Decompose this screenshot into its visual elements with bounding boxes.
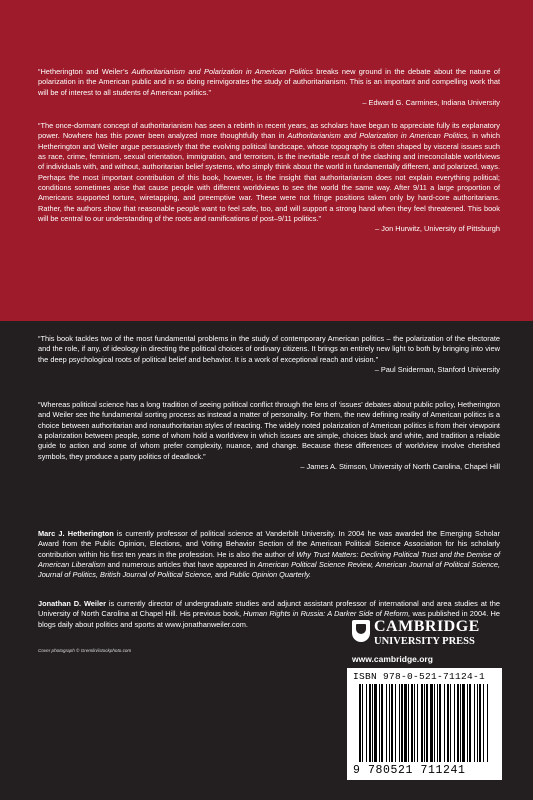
author-name: Jonathan D. Weiler [38,599,106,608]
author-name: Marc J. Hetherington [38,529,114,538]
blurb-attribution: – Jon Hurwitz, University of Pittsburgh [375,224,500,234]
blurb-hurwitz: “The once-dormant concept of authoritarianism has seen a rebirth in recent years, as scholars have begun to appreciate fully its explanatory power. Nowhere has this power been analyzed more thoughtfully than in Authoritarianism and Polarization in American Politics, in which Hetherington and Weiler argue persuasively that the evolving political landscape, whose topography is often shaped by visceral issues such as race, crime, feminism, sexual orientation, immigration, and terrorism, is the inevitable result of the clashing and irreconcilable worldviews of individuals with, and without, authoritarian belief systems, who simply think about the world in fundamentally different, and polarized, ways. Perhaps the most important contribution of this book, however, is the insight that authoritarianism does not explain everything political; conditions sometimes arise that cause people with different worldviews to see the world the same way. After 9/11 a large proportion of Americans supported torture, wiretapping, and preemptive war. These were not fringe positions taken only by hard-core authoritarians. Rather, the authors show that reasonable people want to feel safe, too, and will support a strong hand when they feel threatened. This book will be central to our understanding of the roots and ramifications of post–9/11 politics.” – Jon Hurwitz, University of Pittsburgh [38,121,500,234]
barcode-bars-icon [359,684,491,764]
barcode-digits: 9 780521 711241 [353,764,466,777]
blurb-attribution: – Edward G. Carmines, Indiana University [362,98,500,108]
isbn-barcode [347,668,502,780]
publisher-name: CAMBRIDGE [374,618,480,635]
publisher-subname: UNIVERSITY PRESS [374,636,475,647]
blurb-sniderman: “This book tackles two of the most fundamental problems in the study of contemporary American politics – the polarization of the electorate and the role, if any, of ideology in directing the political choices of ordinary citizens. It brings an entirely new light to both by bringing into view the deep psychological roots of political belief and behavior. It is a work of exceptional reach and vision.” – Paul Sniderman, Stanford University [38,334,500,375]
blurb-attribution: – James A. Stimson, University of North Carolina, Chapel Hill [300,462,500,472]
isbn-text: ISBN 978-0-521-71124-1 [353,671,486,682]
crest-icon [352,620,370,642]
bio-weiler: Jonathan D. Weiler is currently director of undergraduate studies and adjunct assistant professor of international and area studies at the University of North Carolina at Chapel Hill. His previous book, Human Rights in Russia: A Darker Side of Reform, was published in 2004. He blogs daily about politics and sports at www.jonathanweiler.com. [38,599,500,629]
blurb-stimson: “Whereas political science has a long tradition of seeing political conflict through the lens of ‘issues’ debates about public policy, Hetherington and Weiler see the fundamental sorting process as instead a matter of personality. For them, the new defining reality of American politics is a choice between authoritarian and nonauthoritarian styles of reacting. The widely noted polarization of American politics is from their viewpoint a polarization between people, some of whom hold a worldview in which issues are simple, choices black and white, and tradition a reliable guide to action and some of whom prefer complexity, nuance, and change. Because these differences of worldview involve cherished symbols, they produce a party politics of deadlock.” – James A. Stimson, University of North Carolina, Chapel Hill [38,400,500,472]
blurb-carmines: “Hetherington and Weiler’s Authoritarianism and Polarization in American Politics breaks new ground in the debate about the nature of polarization in the American public and in so doing reinvigorates the study of authoritarianism. This is an important and compelling work that will be of interest to all students of American politics.” – Edward G. Carmines, Indiana University [38,67,500,108]
publisher-url: www.cambridge.org [352,654,433,664]
blurb-attribution: – Paul Sniderman, Stanford University [374,365,500,375]
cover-photo-credit: Cover photograph © Gremlin/istockphoto.com [38,648,132,653]
bio-hetherington: Marc J. Hetherington is currently professor of political science at Vanderbilt University. In 2004 he was awarded the Emerging Scholar Award from the Public Opinion, Elections, and Voting Behavior Section of the American Political Science Association for his scholarly contribution within his first ten years in the profession. He is also the author of Why Trust Matters: Declining Political Trust and the Demise of American Liberalism and numerous articles that have appeared in American Political Science Review, American Journal of Political Science, Journal of Politics, British Journal of Political Science, and Public Opinion Quarterly. [38,529,501,580]
